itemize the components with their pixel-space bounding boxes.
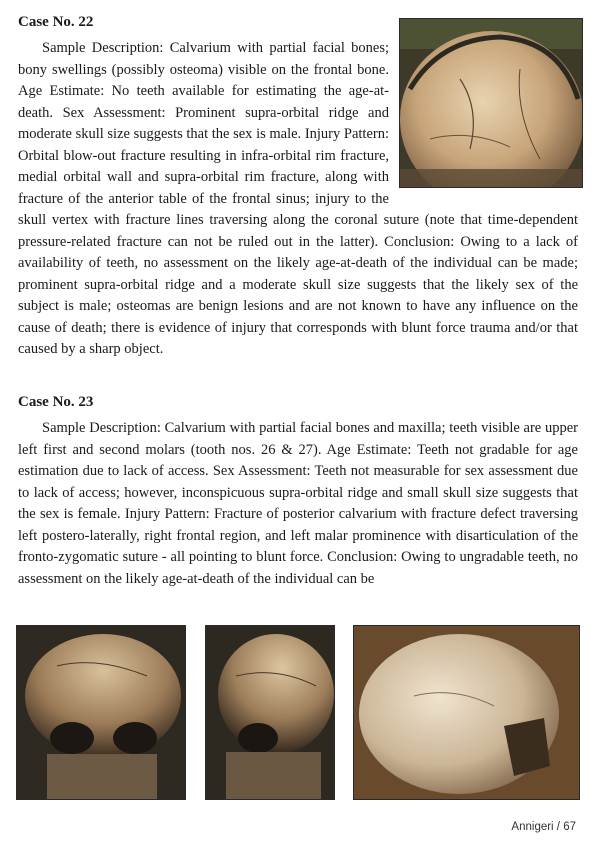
case-23-skull-photo-front bbox=[16, 625, 186, 800]
case-23-skull-photo-oblique bbox=[205, 625, 335, 800]
case-22-heading: Case No. 22 bbox=[18, 14, 94, 30]
case-23-skull-photo-top bbox=[353, 625, 580, 800]
case-23-heading: Case No. 23 bbox=[18, 394, 94, 410]
case-22-text: Sample Description: Calvarium with partial facial bones; bony swellings (possibly osteoma) visible on the frontal bone. Age Estimate: No teeth available for estimating the age-at-death. Sex Assessment: Prominent supra-orbital ridge and moderate skull size suggests that the sex is male. Injury Pattern: Orbital blow-out fracture resulting in infra-orbital rim fracture, medial orbital wall and supra-orbital rim fracture, along with fracture of the anterior table of the frontal sinus; injury to the skull vertex with fracture lines traversing along the coronal suture (note that time-dependent pressure-related fracture can not be ruled out in the latter). Conclusion: Owing to a lack of availability of teeth, no assessment on the likely age-at-death of the individual can be made; prominent supra-orbital ridge and a moderate skull size suggests that the likely sex of the subject is male; osteomas are benign lesions and are not known to have any influence on the cause of death; there is evidence of injury that corresponds with blunt force trauma and/or that caused by a sharp object. bbox=[18, 40, 578, 357]
case-22-paragraph bbox=[18, 38, 578, 361]
page-footer: Annigeri / 67 bbox=[511, 821, 576, 833]
case-23-text: Sample Description: Calvarium with partial facial bones and maxilla; teeth visible are upper left first and second molars (tooth nos. 26 & 27). Age Estimate: Teeth not gradable for age estimation due to lack of access. Sex Assessment: Teeth not measurable for sex assessment due to lack of access; however, inconspicuous supra-orbital ridge and small skull size suggests that the sex is female. Injury Pattern: Fracture of posterior calvarium with fracture defect traversing left postero-laterally, right frontal region, and left malar prominence with disarticulation of the fronto-zygomatic suture - all pointing to blunt force. Conclusion: Owing to ungradable teeth, no assessment on the likely age-at-death of the individual can be bbox=[18, 420, 578, 587]
case-22-skull-photo bbox=[399, 18, 583, 188]
case-23-paragraph bbox=[18, 418, 578, 590]
